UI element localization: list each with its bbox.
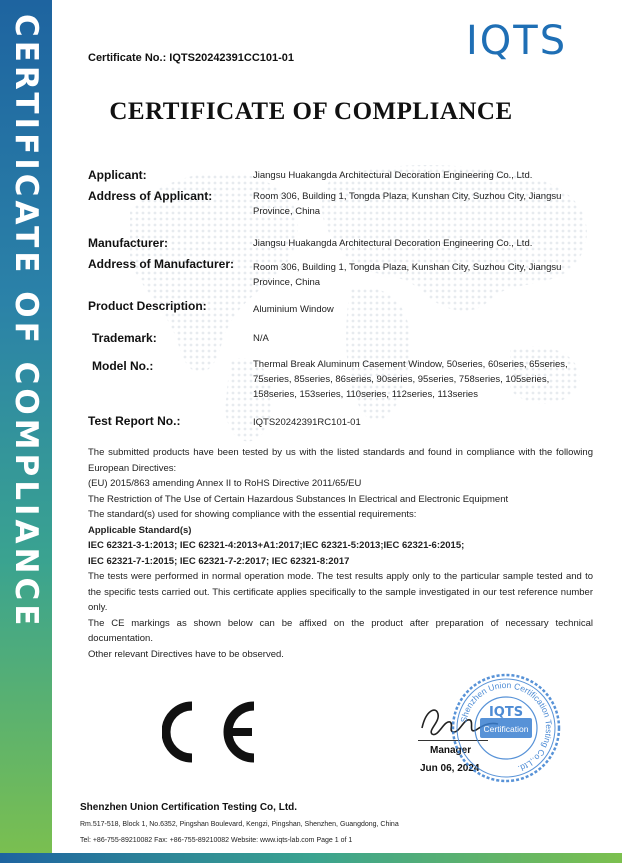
address-manufacturer-label: Address of Manufacturer: — [88, 257, 235, 271]
footer-address: Rm.517-518, Block 1, No.6352, Pingshan Boulevard, Kengzi, Pingshan, Shenzhen, Guangdong, China — [80, 821, 399, 828]
body-p7: IEC 62321-7-1:2015; IEC 62321-7-2:2017; IEC 62321-8:2017 — [88, 555, 350, 567]
applicant-label: Applicant: — [88, 168, 147, 182]
side-band-text: CERTIFICATE OF COMPLIANCE — [8, 14, 44, 630]
test-report-value: IQTS20242391RC101-01 — [253, 417, 361, 428]
address-applicant-label: Address of Applicant: — [88, 189, 213, 203]
body-p5: Applicable Standard(s) — [88, 524, 192, 536]
seal-logo-text: IQTS — [488, 705, 524, 720]
manufacturer-label: Manufacturer: — [88, 236, 169, 250]
trademark-value: N/A — [253, 333, 269, 344]
iqts-logo — [466, 18, 584, 68]
manufacturer-value: Jiangsu Huakangda Architectural Decoration Engineering Co., Ltd. — [253, 238, 533, 249]
trademark-label: Trademark: — [92, 331, 157, 345]
certificate-title: CERTIFICATE OF COMPLIANCE — [109, 98, 513, 125]
footer-contact: Tel: +86-755-89210082 Fax: +86-755-89210082 Website: www.iqts-lab.com Page 1 of 1 — [80, 837, 353, 844]
model-label: Model No.: — [92, 359, 154, 373]
address-manufacturer-value: Room 306, Building 1, Tongda Plaza, Kunshan City, Suzhou City, Jiangsu Province, China — [253, 262, 562, 288]
certificate-number: Certificate No.: IQTS20242391CC101-01 — [88, 52, 295, 64]
bottom-band — [0, 853, 622, 863]
signatory-title: Manager — [430, 745, 472, 756]
body-p10: Other relevant Directives have to be observed. — [88, 648, 284, 660]
model-value: Thermal Break Aluminum Casement Window, 50series, 60series, 65series, 75series, 85series, 86series, 90series, 95series, 758series, 105series, 158series, 153series, 110series, 112series, 113series — [253, 359, 568, 400]
product-label: Product Description: — [88, 299, 207, 313]
company-seal-icon — [450, 672, 562, 784]
body-p8: The tests were performed in normal operation mode. The test results apply only to the particular sample tested and to the specific tests carried out. This certificate applies specifically to the sample investigated in our test reference number only. — [88, 571, 593, 613]
body-p9: The CE markings as shown below can be affixed on the product after preparation of necessary technical documentation. — [88, 617, 593, 644]
body-p3: The Restriction of The Use of Certain Hazardous Substances In Electrical and Electronic Equipment — [88, 493, 509, 505]
footer-company: Shenzhen Union Certification Testing Co, Ltd. — [80, 802, 298, 813]
body-p4: The standard(s) used for showing compliance with the essential requirements: — [88, 509, 417, 520]
address-applicant-value: Room 306, Building 1, Tongda Plaza, Kunshan City, Suzhou City, Jiangsu Province, China — [253, 191, 562, 217]
body-p6: IEC 62321-3-1:2013; IEC 62321-4:2013+A1:2017;IEC 62321-5:2013;IEC 62321-6:2015; — [88, 540, 465, 551]
seal-center-text: Certification — [483, 724, 529, 734]
ce-mark-icon — [162, 700, 282, 764]
body-text — [88, 445, 593, 662]
body-p2: (EU) 2015/863 amending Annex II to RoHS Directive 2011/65/EU — [88, 478, 362, 489]
signature-date: Jun 06, 2024 — [420, 763, 480, 774]
test-report-label: Test Report No.: — [88, 414, 181, 428]
applicant-value: Jiangsu Huakangda Architectural Decoration Engineering Co., Ltd. — [253, 170, 533, 181]
product-value: Aluminium Window — [253, 304, 334, 315]
seal-ring-text: Shenzhen Union Certification Testing Co.,Ltd. — [458, 679, 555, 774]
logo-text: IQTS — [466, 18, 568, 64]
body-p1: The submitted products have been tested by us with the listed standards and found in compliance with the following European Directives: — [88, 447, 593, 474]
